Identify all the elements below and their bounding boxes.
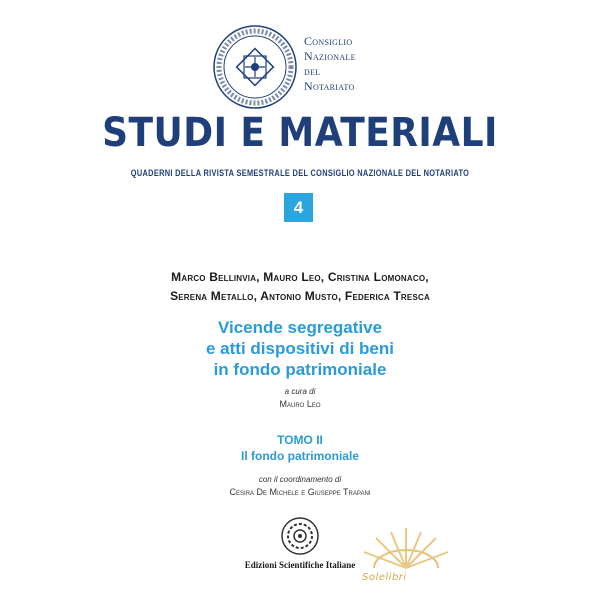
coordination-label: con il coordinamento di [258,475,342,484]
series-subtitle: QUADERNI DELLA RIVISTA SEMESTRALE DEL CONSIGLIO NAZIONALE DEL NOTARIATO [130,168,470,178]
tome-title: Il fondo patrimoniale [240,449,359,463]
publisher-logo-icon [280,516,320,556]
authors-line: Serena Metallo, Antonio Musto, Federica Tresca [170,289,430,303]
solelibri-watermark: Solelibri [362,572,407,583]
council-line: Notariato [304,79,355,93]
notary-seal-icon [212,24,298,110]
publisher-name: Edizioni Scientifiche Italiane [244,560,356,570]
tome-number: TOMO II [277,433,323,447]
book-title-line: in fondo patrimoniale [213,360,387,379]
book-title-line: e atti dispositivi di beni [206,339,394,358]
coordination-names: Cesira De Michele e Giuseppe Trapani [229,487,371,497]
series-title: STUDI E MATERIALI [102,110,498,156]
authors-line: Marco Bellinvia, Mauro Leo, Cristina Lomonaco, [171,270,429,284]
edited-by-label: a cura di [284,387,316,396]
council-line: Nazionale [304,49,356,63]
tome [0,432,600,464]
council-name [304,34,356,94]
council-line: del [304,64,321,78]
solelibri-sun-logo-icon [356,528,456,594]
council-line: Consiglio [304,34,353,48]
volume-badge: 4 [284,193,313,222]
editor-name: Mauro Leo [279,399,321,409]
book-title [0,317,600,380]
authors [0,268,600,306]
book-title-line: Vicende segregative [217,318,383,337]
